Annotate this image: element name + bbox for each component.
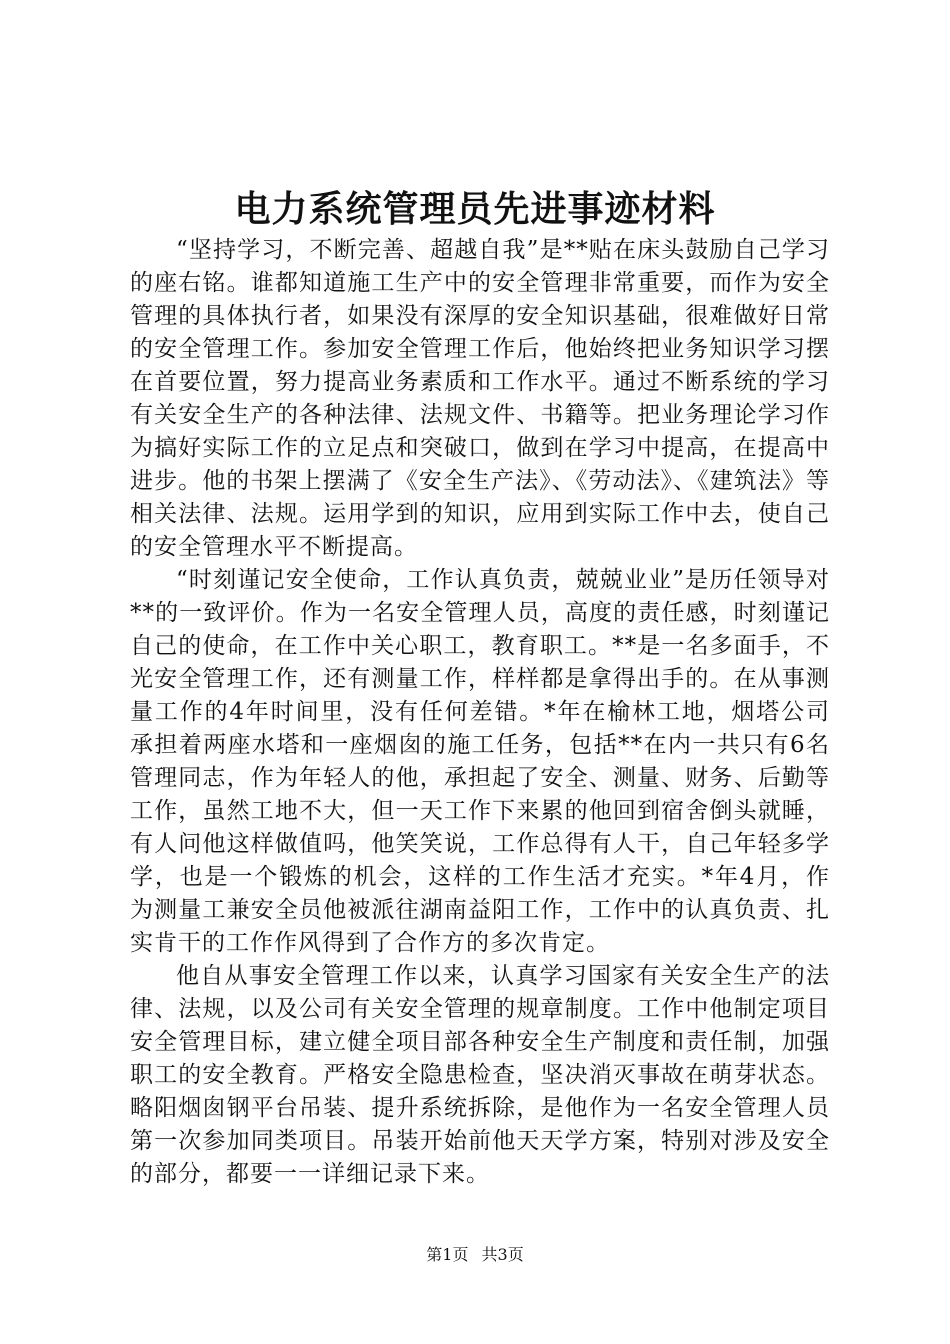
paragraph: 他自从事安全管理工作以来，认真学习国家有关安全生产的法律、法规，以及公司有关安全管理的规章制度。工作中他制定项目安全管理目标，建立健全项目部各种安全生产制度和责任制，加强职工的安全教育。严格安全隐患检查，坚决消灭事故在萌芽状态。略阳烟囱钢平台吊装、提升系统拆除，是他作为一名安全管理人员第一次参加同类项目。吊装开始前他天天学方案，特别对涉及安全的部分，都要一一详细记录下来。 <box>130 963 830 1187</box>
paragraph: “坚持学习，不断完善、超越自我”是**贴在床头鼓励自己学习的座右铭。谁都知道施工生产中的安全管理非常重要，而作为安全管理的具体执行者，如果没有深厚的安全知识基础，很难做好日常的安全管理工作。参加安全管理工作后，他始终把业务知识学习摆在首要位置，努力提高业务素质和工作水平。通过不断系统的学习有关安全生产的各种法律、法规文件、书籍等。把业务理论学习作为搞好实际工作的立足点和突破口，做到在学习中提高，在提高中进步。他的书架上摆满了《安全生产法》、《劳动法》、《建筑法》等相关法律、法规。运用学到的知识，应用到实际工作中去，使自己的安全管理水平不断提高。 <box>130 237 830 560</box>
page-number: 第1页 <box>426 1245 469 1264</box>
document-title: 电力系统管理员先进事迹材料 <box>234 188 716 230</box>
paragraph: “时刻谨记安全使命，工作认真负责，兢兢业业”是历任领导对**的一致评价。作为一名安全管理人员，高度的责任感，时刻谨记自己的使命，在工作中关心职工，教育职工。**是一名多面手，不光安全管理工作，还有测量工作，样样都是拿得出手的。在从事测量工作的4年时间里，没有任何差错。*年在榆林工地，烟塔公司承担着两座水塔和一座烟囱的施工任务，包括**在内一共只有6名管理同志，作为年轻人的他，承担起了安全、测量、财务、后勤等工作，虽然工地不大，但一天工作下来累的他回到宿舍倒头就睡，有人问他这样做值吗，他笑笑说，工作总得有人干，自己年轻多学学，也是一个锻炼的机会，这样的工作生活才充实。*年4月，作为测量工兼安全员他被派往湖南益阳工作，工作中的认真负责、扎实肯干的工作作风得到了合作方的多次肯定。 <box>130 567 830 956</box>
page-total: 共3页 <box>481 1245 524 1264</box>
document-body <box>130 234 830 1191</box>
page-footer <box>0 1244 950 1266</box>
